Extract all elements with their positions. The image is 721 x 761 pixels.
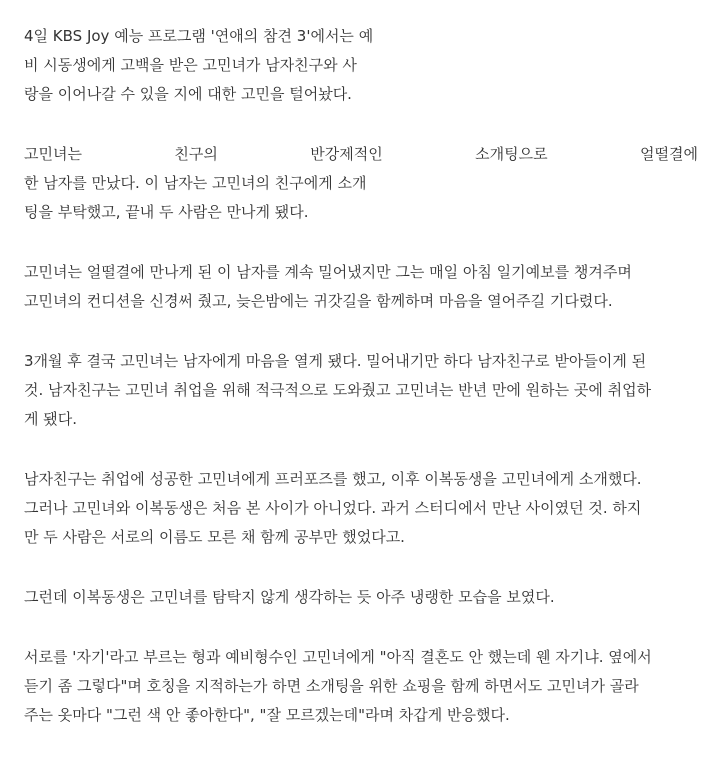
paragraph-line: 것. 남자친구는 고민녀 취업을 위해 적극적으로 도와줬고 고민녀는 반년 만에 원하는 곳에 취업하 [24,381,652,399]
paragraph-line: 그러나 고민녀와 이복동생은 처음 본 사이가 아니었다. 과거 스터디에서 만난 사이였던 것. 하지 [24,499,642,517]
paragraph-7 [24,643,708,730]
paragraph-line: 게 됐다. [24,410,78,428]
paragraph-line: 3개월 후 결국 고민녀는 남자에게 마음을 열게 됐다. 밀어내기만 하다 남자친구로 받아들이게 된 [24,352,647,370]
paragraph-6 [24,583,708,612]
paragraph-line: 주는 옷마다 "그런 색 안 좋아한다", "잘 모르겠는데"라며 차갑게 반응했다. [24,706,510,724]
word: 친구의 [174,145,218,163]
paragraph-line [24,140,698,169]
paragraph-line: 남자친구는 취업에 성공한 고민녀에게 프러포즈를 했고, 이후 이복동생을 고민녀에게 소개했다. [24,470,642,488]
paragraph-line: 고민녀의 컨디션을 신경써 줬고, 늦은밤에는 귀갓길을 함께하며 마음을 열어주길 기다렸다. [24,292,613,310]
paragraph-line: 고민녀는 얼떨결에 만나게 된 이 남자를 계속 밀어냈지만 그는 매일 아침 일기예보를 챙겨주며 [24,263,632,281]
article-body [24,22,708,761]
paragraph-1 [24,22,708,109]
paragraph-5 [24,465,708,552]
paragraph-line: 랑을 이어나갈 수 있을 지에 대한 고민을 털어놨다. [24,85,352,103]
paragraph-4 [24,347,708,434]
paragraph-line: 팅을 부탁했고, 끝내 두 사람은 만나게 됐다. [24,203,309,221]
word: 반강제적인 [310,145,383,163]
word: 얼떨결에 [639,145,698,163]
paragraph-line: 듣기 좀 그렇다"며 호칭을 지적하는가 하면 소개팅을 위한 쇼핑을 함께 하면서도 고민녀가 골라 [24,677,639,695]
paragraph-3 [24,258,708,316]
word: 고민녀는 [24,145,82,163]
paragraph-line: 한 남자를 만났다. 이 남자는 고민녀의 친구에게 소개 [24,174,367,192]
paragraph-line: 만 두 사람은 서로의 이름도 모른 채 함께 공부만 했었다고. [24,528,405,546]
paragraph-line: 서로를 '자기'라고 부르는 형과 예비형수인 고민녀에게 "아직 결혼도 안 했는데 웬 자기냐. 옆에서 [24,648,652,666]
paragraph-line: 4일 KBS Joy 예능 프로그램 '연애의 참견 3'에서는 예 [24,27,374,45]
word: 소개팅으로 [475,145,548,163]
paragraph-line: 비 시동생에게 고백을 받은 고민녀가 남자친구와 사 [24,56,357,74]
paragraph-line: 그런데 이복동생은 고민녀를 탐탁지 않게 생각하는 듯 아주 냉랭한 모습을 보였다. [24,588,555,606]
paragraph-2 [24,140,708,227]
